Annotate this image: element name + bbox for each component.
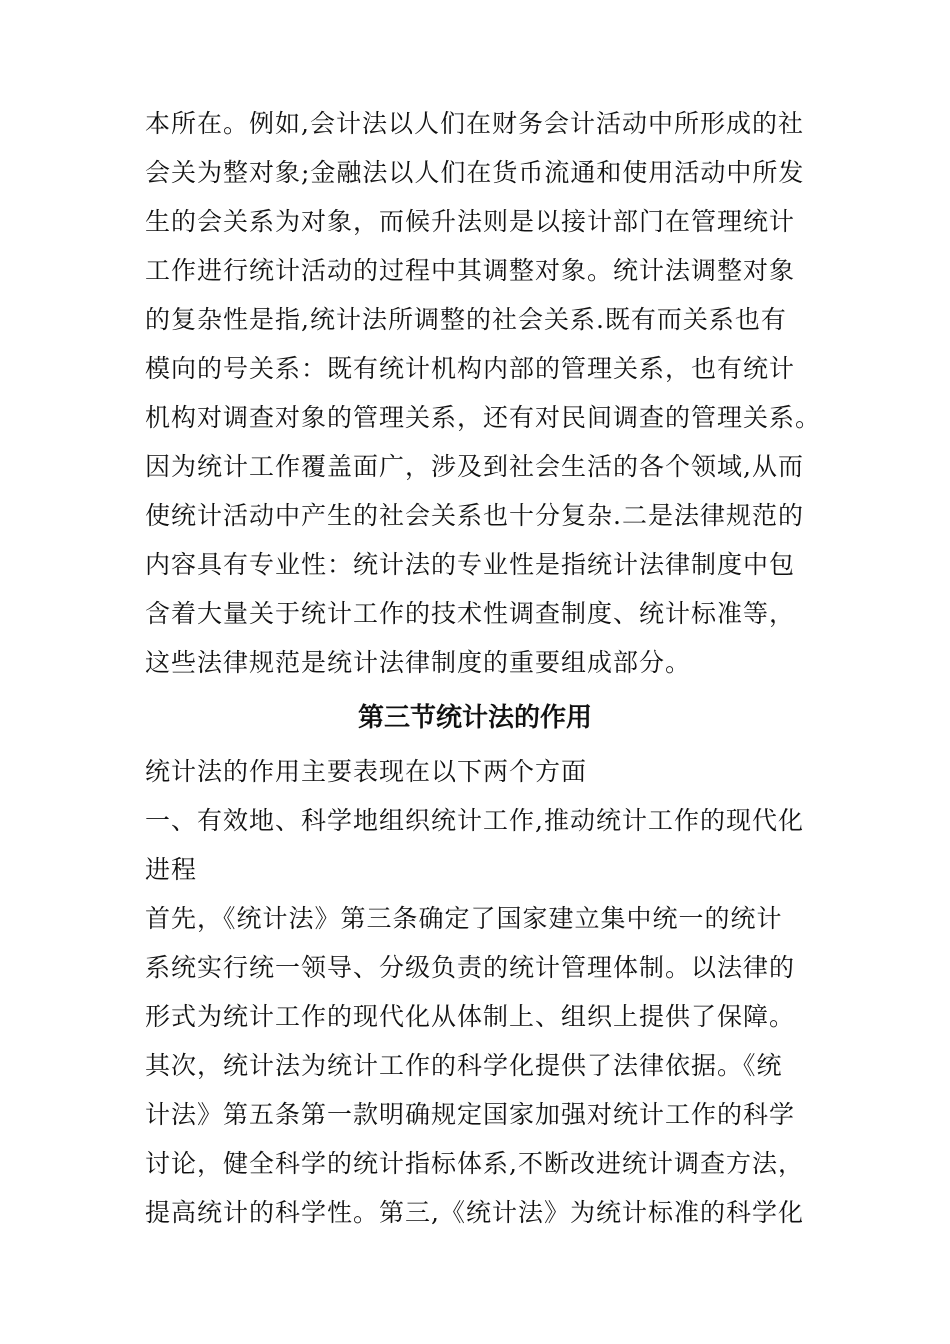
text-line: 机构对调查对象的管理关系，还有对民间调查的管理关系。 — [145, 403, 822, 432]
text-line: 统计法的作用主要表现在以下两个方面 — [145, 757, 588, 786]
text-line: 系统实行统一领导、分级负责的统计管理体制。以法律的 — [145, 953, 796, 982]
text-line: 含着大量关于统计工作的技术性调查制度、统计标准等， — [145, 599, 796, 628]
text-line: 计法》第五条第一款明确规定国家加强对统计工作的科学 — [145, 1100, 796, 1129]
section-heading-block — [145, 691, 805, 745]
text-line: 会关为整对象;金融法以人们在货币流通和使用活动中所发 — [145, 158, 805, 187]
text-line: 一、有效地、科学地组织统计工作,推动统计工作的现代化 — [145, 806, 804, 835]
text-line: 生的会关系为对象，而候升法则是以接计部门在管理统计 — [145, 207, 796, 236]
text-line: 这些法律规范是统计法律制度的重要组成部分。 — [145, 648, 692, 677]
text-line: 首先，《统计法》第三条确定了国家建立集中统一的统计 — [145, 904, 783, 933]
text-line: 内容具有专业性：统计法的专业性是指统计法律制度中包 — [145, 550, 796, 579]
text-line: 使统计活动中产生的社会关系也十分复杂.二是法律规范的 — [145, 501, 804, 530]
text-line: 本所在。例如,会计法以人们在财务会计活动中所形成的社 — [145, 109, 804, 138]
section-heading: 第三节统计法的作用 — [357, 703, 592, 733]
text-line: 提高统计的科学性。第三,《统计法》为统计标准的科学化 — [145, 1198, 804, 1227]
text-line: 的复杂性是指,统计法所调整的社会关系.既有而关系也有 — [145, 305, 787, 334]
text-line: 因为统计工作覆盖面广，涉及到社会生活的各个领域,从而 — [145, 452, 804, 481]
text-line: 其次，统计法为统计工作的科学化提供了法律依据。《统 — [145, 1051, 783, 1080]
body-text-section-2 — [145, 747, 805, 1237]
text-line: 模向的号关系：既有统计机构内部的管理关系，也有统计 — [145, 354, 796, 383]
text-line: 讨论，健全科学的统计指标体系,不断改进统计调查方法， — [145, 1149, 804, 1178]
text-line: 进程 — [145, 855, 198, 884]
text-line: 形式为统计工作的现代化从体制上、组织上提供了保障。 — [145, 1002, 796, 1031]
text-line: 工作进行统计活动的过程中其调整对象。统计法调整对象 — [145, 256, 796, 285]
body-text-section-1 — [145, 99, 822, 687]
